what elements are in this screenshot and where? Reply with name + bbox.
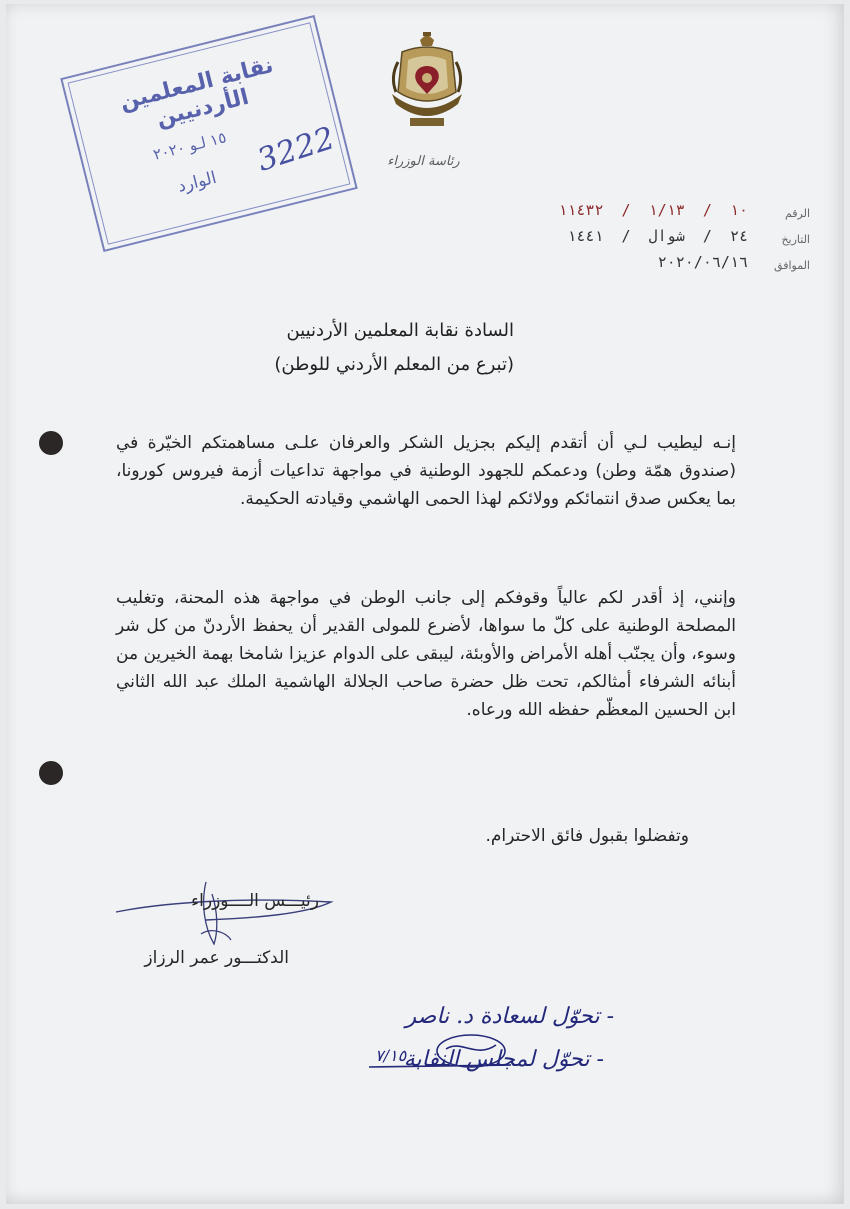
stamp-org: نقابة المعلمين الأردنيين	[117, 52, 276, 132]
punch-hole	[39, 431, 63, 455]
reference-equiv-label: الموافق	[774, 259, 810, 272]
reference-number-value: ١٠ / ١/١٣ / ١١٤٣٢	[558, 201, 748, 219]
handwritten-note-2: - تحوّل لمجلس النقابة	[403, 1047, 604, 1072]
stamp-number: 3222	[252, 120, 339, 179]
stamp-date: ١٥ لـو ٢٠٢٠	[151, 128, 229, 164]
reference-equiv-value: ٢٠٢٠/٠٦/١٦	[657, 253, 748, 271]
addressee-subject: (تبرع من المعلم الأردني للوطن)	[274, 354, 514, 375]
incoming-stamp	[60, 15, 358, 252]
reference-date-label: التاريخ	[781, 233, 810, 246]
handwritten-note-1: - تحوّل لسعادة د. ناصر	[405, 1004, 614, 1029]
letter-page	[6, 4, 844, 1204]
reference-block	[390, 201, 810, 279]
coat-of-arms-icon	[386, 32, 468, 134]
body-paragraph-2: وإنني، إذ أقدر لكم عالياً وقوفكم إلى جانب الوطن في مواجهة هذه المحنة، وتغليب المصلحة الوطنية على كلّ ما سواها، لأضرع للمولى القدير أن يحفظ الأردنّ من كل شر وسوء، وأن يجنّب أهله الأمراض والأوبئة، ليبقى على الدوام عزيزا شامخا بهمة الخيرين من أبنائه الشرفاء أمثالكم، تحت ظل حضرة صاحب الجلالة الهاشمية الملك عبد الله الثاني ابن الحسين المعظّم حفظه الله ورعاه.	[116, 588, 736, 720]
body-paragraph-1: إنـه ليطيب لـي أن أتقدم إليكم بجزيل الشكر والعرفان علـى مساهمتكم الخيّرة في (صندوق همّة وطن) ودعمكم للجهود الوطنية في مواجهة تداعيات أزمة فيروس كورونا، بما يعكس صدق انتمائكم وولائكم لهذا الحمى الهاشمي وقيادته الحكيمة.	[116, 433, 736, 509]
signatory-name: الدكتـــور عمر الرزاز	[144, 948, 289, 968]
closing-line: وتفضلوا بقبول فائق الاحترام.	[485, 826, 689, 846]
reference-date-value: ٢٤ / شوال / ١٤٤١	[567, 227, 748, 245]
handwritten-date: ٧/١٥	[375, 1046, 407, 1065]
stamp-label: الوارد	[175, 167, 219, 197]
reference-date-row	[390, 227, 810, 253]
reference-equiv-row	[390, 253, 810, 279]
punch-hole	[39, 761, 63, 785]
emblem-caption: رئاسة الوزراء	[387, 154, 460, 169]
reference-number-label: الرقم	[784, 207, 810, 220]
signatory-title: رئيـــس الــــوزراء	[191, 891, 319, 911]
addressee	[274, 314, 514, 382]
reference-number-row	[390, 201, 810, 227]
addressee-line1: السادة نقابة المعلمين الأردنيين	[286, 320, 514, 341]
handwritten-initials-icon	[361, 1009, 741, 1099]
